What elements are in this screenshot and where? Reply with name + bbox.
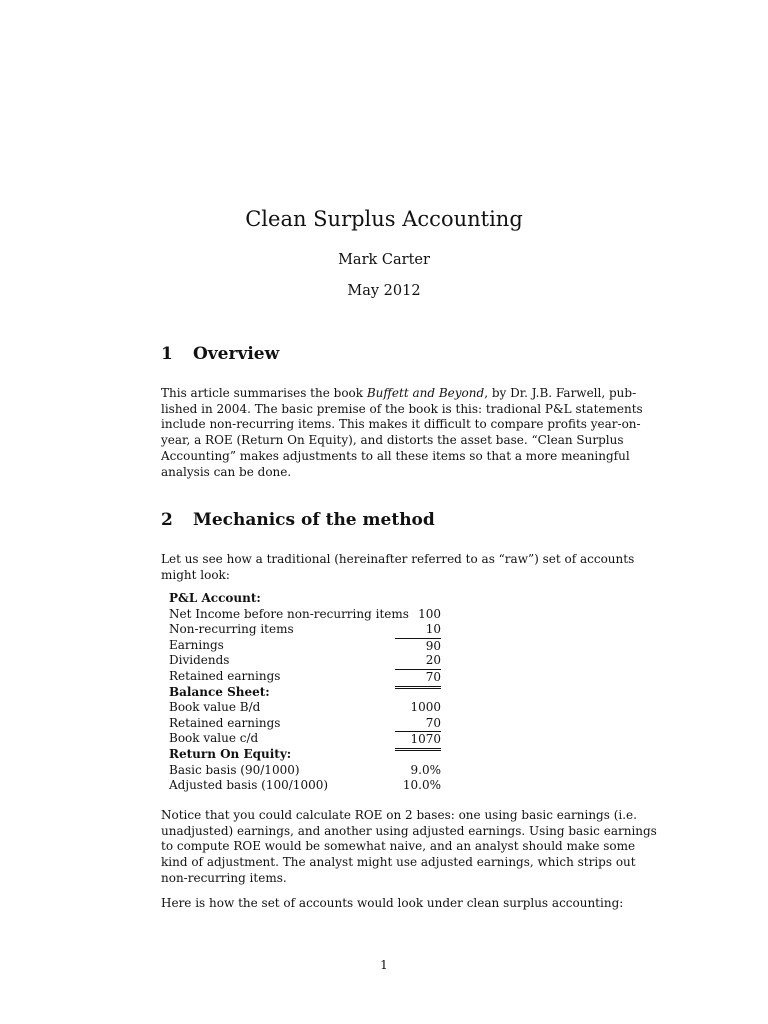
account-label: Non-recurring items xyxy=(169,622,294,637)
paragraph-line: might look: xyxy=(161,567,230,582)
paragraph-line: non-recurring items. xyxy=(161,870,287,885)
overview-paragraph xyxy=(161,386,643,480)
page-number: 1 xyxy=(380,958,388,972)
section-title: Mechanics of the method xyxy=(193,510,435,530)
section-number: 1 xyxy=(161,344,173,364)
account-value: 1000 xyxy=(410,700,441,715)
account-row xyxy=(169,653,459,669)
account-value: 20 xyxy=(425,653,441,668)
account-value: 70 xyxy=(425,715,441,730)
paragraph-line: Accounting” makes adjustments to all these items so that a more meaningful xyxy=(161,448,630,463)
account-label: Balance Sheet: xyxy=(169,684,270,699)
account-label: Dividends xyxy=(169,653,230,668)
account-value: 1070 xyxy=(395,731,441,751)
paragraph-line: unadjusted) earnings, and another using adjusted earnings. Using basic earnings xyxy=(161,823,657,838)
paragraph-line: This article summarises the book Buffett and Beyond, by Dr. J.B. Farwell, pub- xyxy=(161,386,637,400)
account-label: Book value c/d xyxy=(169,731,259,746)
account-row xyxy=(169,607,459,623)
account-row xyxy=(169,669,459,685)
account-label: Basic basis (90/1000) xyxy=(169,762,300,777)
account-label: Net Income before non-recurring items xyxy=(169,606,409,621)
account-row xyxy=(169,763,459,779)
paragraph-line: kind of adjustment. The analyst might use adjusted earnings, which strips out xyxy=(161,855,636,870)
account-value: 10 xyxy=(425,622,441,637)
paragraph-line: Here is how the set of accounts would look under clean surplus accounting: xyxy=(161,896,624,910)
book-title: Buffett and Beyond xyxy=(366,386,485,400)
closing-paragraph xyxy=(161,896,624,912)
paragraph-line: analysis can be done. xyxy=(161,464,292,479)
section-number: 2 xyxy=(161,510,173,530)
section-title: Overview xyxy=(193,344,280,364)
account-row xyxy=(169,638,459,654)
section-heading-overview xyxy=(161,344,279,364)
account-label: Book value B/d xyxy=(169,700,261,715)
account-label: Adjusted basis (100/1000) xyxy=(169,778,329,793)
account-label: Return On Equity: xyxy=(169,746,292,761)
account-value: 70 xyxy=(395,669,441,689)
notice-paragraph xyxy=(161,808,657,887)
paragraph-line: lished in 2004. The basic premise of the book is this: tradional P&L statements xyxy=(161,401,643,416)
account-value: 90 xyxy=(395,638,441,655)
account-value: 100 xyxy=(418,606,441,621)
paper-title: Clean Surplus Accounting xyxy=(245,207,523,231)
paragraph-line: year, a ROE (Return On Equity), and distorts the asset base. “Clean Surplus xyxy=(161,433,624,448)
account-label: Retained earnings xyxy=(169,668,281,683)
account-row xyxy=(169,716,459,732)
account-label: Retained earnings xyxy=(169,715,281,730)
account-section-header xyxy=(169,747,459,763)
paragraph-line: Let us see how a traditional (hereinafter referred to as “raw”) set of accounts xyxy=(161,552,635,566)
paragraph-line: Notice that you could calculate ROE on 2 bases: one using basic earnings (i.e. xyxy=(161,808,637,822)
author-name: Mark Carter xyxy=(338,252,430,268)
account-section-header xyxy=(169,685,459,701)
account-value: 10.0% xyxy=(402,778,441,793)
publication-date: May 2012 xyxy=(347,283,421,299)
paragraph-line: to compute ROE would be somewhat naive, and an analyst should make some xyxy=(161,839,636,854)
account-label: P&L Account: xyxy=(169,591,261,605)
account-label: Earnings xyxy=(169,637,224,652)
paragraph-line: include non-recurring items. This makes it difficult to compare profits year-on- xyxy=(161,417,641,432)
account-row xyxy=(169,700,459,716)
account-row xyxy=(169,622,459,638)
account-value: 9.0% xyxy=(410,762,441,777)
accounts-table xyxy=(169,591,459,794)
section-heading-mechanics xyxy=(161,510,435,530)
account-row xyxy=(169,731,459,747)
account-section-header xyxy=(169,591,459,607)
account-row xyxy=(169,778,459,794)
intro-paragraph xyxy=(161,552,635,583)
